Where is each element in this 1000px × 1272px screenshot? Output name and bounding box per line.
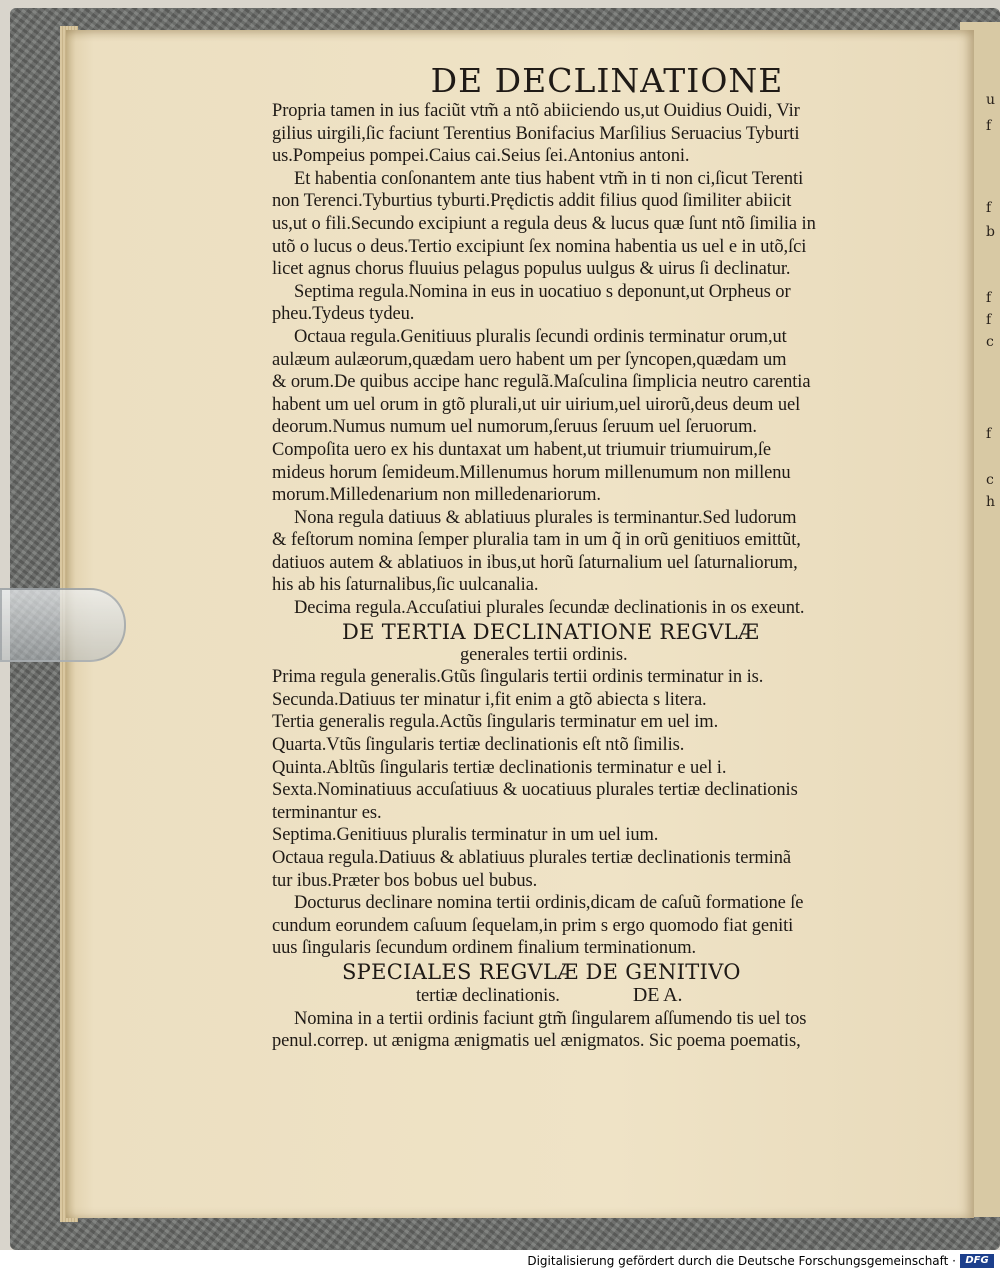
section-subtitle-row [272,984,912,1008]
facing-page-glyph: f [986,118,992,134]
text-line: Tertia generalis regula.Actũs ſingularis terminatur em uel im. [272,712,719,733]
text-line: gilius uirgili,ſic faciunt Terentius Bonifacius Marſilius Seruacius Tyburti [272,123,800,144]
text-line: Octaua regula.Datiuus & ablatiuus plurales tertiæ declinationis terminã [272,848,791,868]
footer-bar [0,1250,1000,1272]
text-line: tur ibus.Præter bos bobus uel bubus. [272,870,538,891]
text-line: cundum eorundem caſuum ſequelam,in prim s ergo quomodo fiat geniti [272,915,794,936]
text-line: Sexta.Nominatiuus accuſatiuus & uocatiuus plurales tertiæ declinationis [272,780,798,801]
text-line: Secunda.Datiuus ter minatur i,fit enim a gtõ abiecta s litera. [272,689,707,710]
facing-page-glyph: u [986,92,996,108]
section-subtitle: generales tertii ordinis. [460,644,628,665]
text-line: Nomina in a tertii ordinis faciunt gtm̃ ſingularem aſſumendo tis uel tos [294,1008,807,1029]
page-clip [0,588,126,662]
text-line: Quarta.Vtũs ſingularis tertiæ declinationis eſt ntõ ſimilis. [272,735,685,756]
text-line: Septima regula.Nomina in eus in uocatiuo s deponunt,ut Orpheus or [294,281,791,302]
text-line: & feſtorum nomina ſemper pluralia tam in um q̃ in orũ genitiuos emittũt, [272,530,801,551]
text-line: Prima regula generalis.Gtũs ſingularis tertii ordinis terminatur in is. [272,667,764,688]
text-line: mideus horum ſemideum.Millenumus horum millenumum non millenu [272,462,791,483]
text-line: Compoſita uero ex his duntaxat um habent,ut triumuir triumuirum,ſe [272,439,771,460]
text-line: terminantur es. [272,802,382,823]
footer-credit: Digitalisierung gefördert durch die Deutsche Forschungsgemeinschaft · [527,1254,956,1268]
facing-page-glyph: f [986,312,992,328]
text-line: Nona regula datiuus & ablatiuus plurales is terminantur.Sed ludorum [294,507,797,528]
text-line: us.Pompeius pompei.Caius cai.Seius ſei.Antonius antoni. [272,146,690,167]
text-line: Quinta.Abltũs ſingularis tertiæ declinationis terminatur e uel i. [272,757,727,778]
facing-page-glyph: h [986,494,996,510]
text-line: penul.correp. ut ænigma ænigmatis uel ænigmatos. Sic poema poematis, [272,1031,801,1052]
text-line: Docturus declinare nomina tertii ordinis,dicam de caſuũ formatione ſe [294,893,804,914]
text-line: licet agnus chorus fluuius pelagus populus uulgus & uirus ſi declinatur. [272,259,791,280]
text-line: Octaua regula.Genitiuus pluralis ſecundi ordinis terminatur orum,ut [294,326,787,347]
facing-page-glyph: f [986,290,992,306]
section-marker: DE A. [632,983,683,1006]
facing-page-glyph: c [986,334,994,350]
page-heading: DE DECLINATIONE [430,61,784,100]
facing-page-glyph: f [986,200,992,216]
facing-page-glyph: f [986,426,992,442]
facing-page-glyph: b [986,224,995,240]
text-line: Decima regula.Accuſatiui plurales ſecundæ declinationis in os exeunt. [294,598,805,619]
text-line: non Terenci.Tyburtius tyburti.Prędictis addit filius quod ſimiliter abiicit [272,191,792,212]
text-line: aulæum aulæorum,quædam uero habent um per ſyncopen,quædam um [272,349,787,370]
text-line: Propria tamen in ius faciũt vtm̃ a ntõ abiiciendo us,ut Ouidius Ouidi, Vir [272,101,800,121]
text-line: us,ut o fili.Secundo excipiunt a regula deus & lucus quæ ſunt ntõ ſimilia in [272,213,816,234]
text-line: pheu.Tydeus tydeu. [272,304,415,325]
facing-page-glyph: c [986,472,994,488]
dfg-logo[interactable]: DFG [960,1254,994,1268]
text-line: uus ſingularis ſecundum ordinem finalium terminationum. [272,938,697,959]
section-title: SPECIALES REGVLÆ DE GENITIVO [342,959,741,984]
text-line: habent um uel orum in gtõ plurali,ut uir uirium,uel uirorũ,deus deum uel [272,394,801,415]
text-line: deorum.Numus numum uel numorum,ſeruus ſeruum uel ſeruorum. [272,417,757,438]
text-line: morum.Milledenarium non milledenariorum. [272,485,601,506]
text-line: & orum.De quibus accipe hanc regulã.Maſculina ſimplicia neutro carentia [272,372,811,393]
text-line: Septima.Genitiuus pluralis terminatur in um uel ium. [272,825,659,846]
text-line: datiuos autem & ablatiuos in ibus,ut horũ ſaturnalium uel ſaturnaliorum, [272,552,798,573]
text-line: Et habentia conſonantem ante tius habent vtm̃ in ti non ci,ſicut Terenti [294,168,804,189]
section-title: DE TERTIA DECLINATIONE REGVLÆ [342,619,760,644]
text-line: his ab his ſaturnalibus,ſic uulcanalia. [272,575,539,596]
page-text [272,62,912,1053]
section-subtitle: tertiæ declinationis. [416,985,560,1006]
text-line: utõ o lucus o deus.Tertio excipiunt ſex nomina habentia us uel e in utõ,ſci [272,236,807,257]
